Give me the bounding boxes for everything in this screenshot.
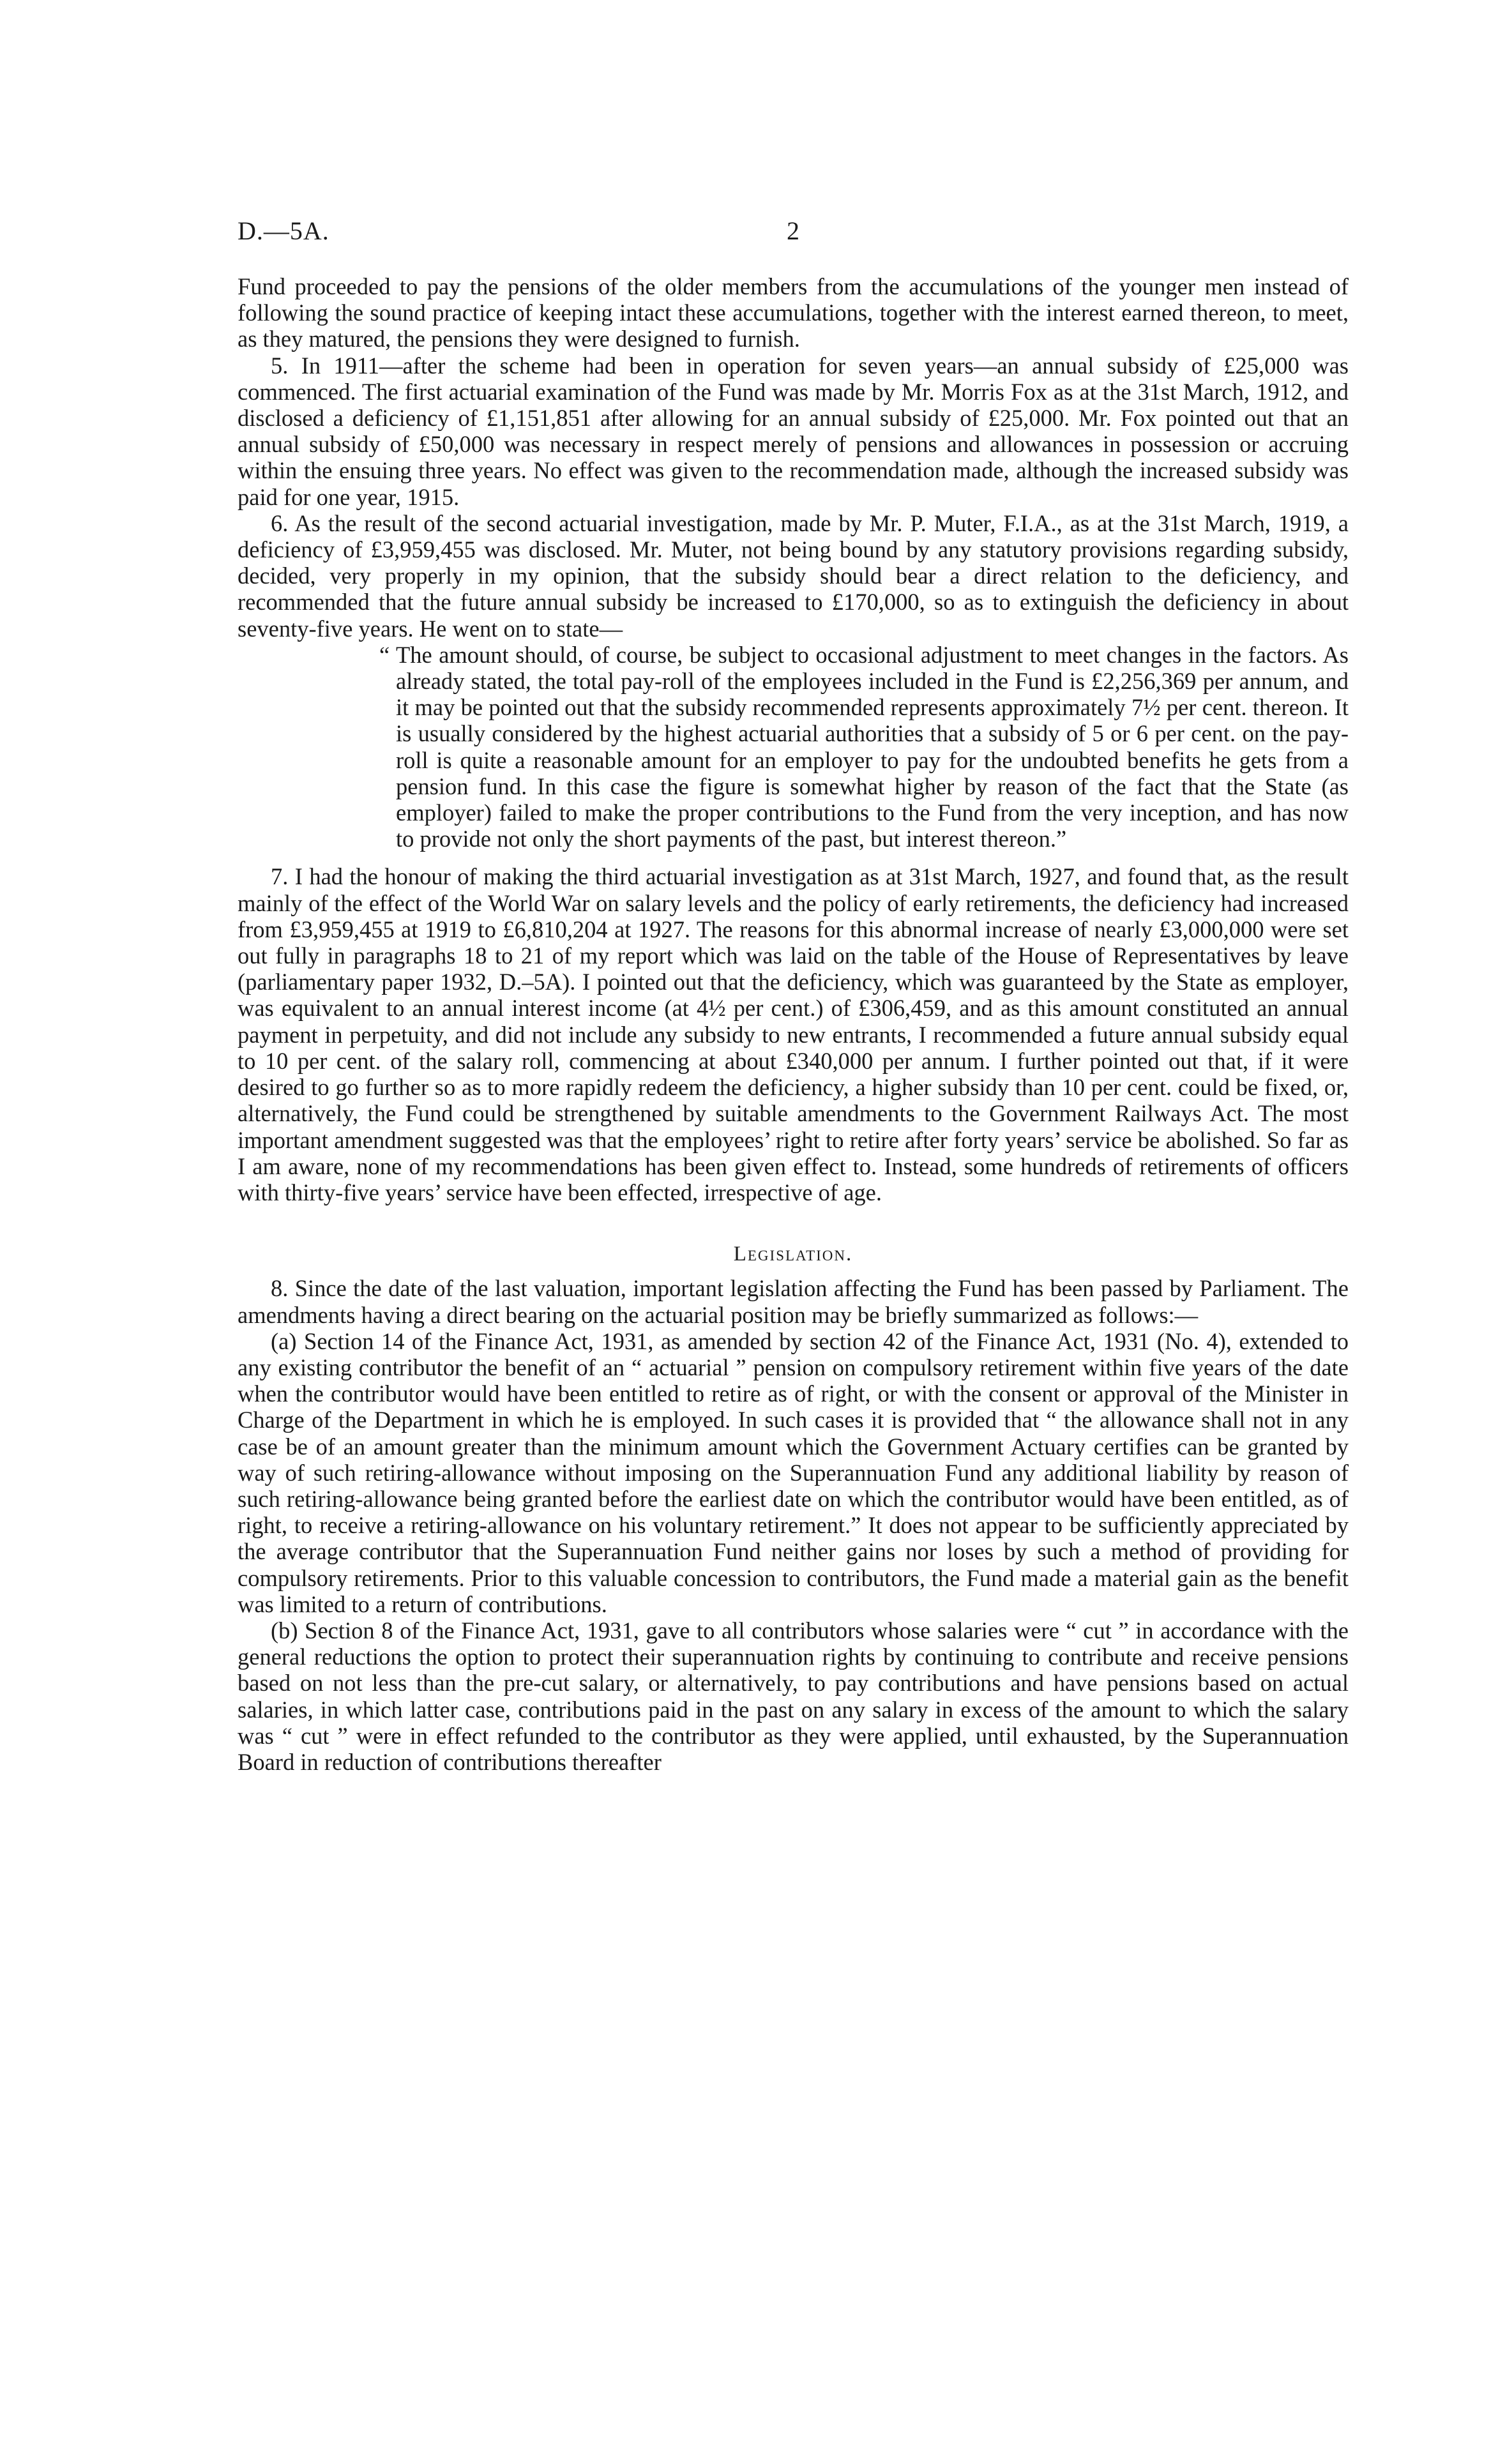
page-header [238,216,1349,254]
paragraph-7: 7. I had the honour of making the third actuarial investigation as at 31st March, 1927, and found that, as the result mainly of the effect of the World War on salary levels and the policy of early retirements, the deficiency had increased from £3,959,455 at 1919 to £6,810,204 at 1927. The reasons for this abnormal increase of nearly £3,000,000 were set out fully in paragraphs 18 to 21 of my report which was laid on the table of the House of Representatives by leave (parliamentary paper 1932, D.–5A). I pointed out that the deficiency, which was guaranteed by the State as employer, was equivalent to an annual interest income (at 4½ per cent.) of £306,459, and as this amount constituted an annual payment in perpetuity, and did not include any subsidy to new entrants, I recommended a future annual subsidy equal to 10 per cent. of the salary roll, commencing at about £340,000 per annum. I further pointed out that, if it were desired to go further so as to more rapidly redeem the deficiency, a higher subsidy than 10 per cent. could be fixed, or, alternatively, the Fund could be strengthened by suitable amendments to the Government Railways Act. The most important amendment suggested was that the employees’ right to retire after forty years’ service be abolished. So far as I am aware, none of my recommendations has been given effect to. Instead, some hundreds of retirements of officers with thirty-five years’ service have been effected, irrespective of age. [238,863,1349,1206]
paragraph-8: 8. Since the date of the last valuation, important legislation affecting the Fund has been passed by Parliament. The amendments having a direct bearing on the actuarial position may be briefly summarized as follows:— [238,1275,1349,1328]
subparagraph-b: (b) Section 8 of the Finance Act, 1931, gave to all contributors whose salaries were “ cut ” in accordance with the general reductions the option to protect their superannuation rights by continuing to contribute and receive pensions based on not less than the pre-cut salary, or alternatively, to pay contributions and have pensions based on actual salaries, in which latter case, contributions paid in the past on any salary in excess of the amount to which the salary was “ cut ” were in effect refunded to the contributor as they were applied, until exhausted, by the Superannuation Board in reduction of contributions thereafter [238,1617,1349,1775]
paragraph-5: 5. In 1911—after the scheme had been in operation for seven years—an annual subsidy of £25,000 was commenced. The first actuarial examination of the Fund was made by Mr. Morris Fox as at the 31st March, 1912, and disclosed a deficiency of £1,151,851 after allowing for an annual subsidy of £25,000. Mr. Fox pointed out that an annual subsidy of £50,000 was necessary in respect merely of pensions and allowances in possession or accruing within the ensuing three years. No effect was given to the recommendation made, although the increased subsidy was paid for one year, 1915. [238,352,1349,510]
paragraph-6: 6. As the result of the second actuarial investigation, made by Mr. P. Muter, F.I.A., as at the 31st March, 1919, a deficiency of £3,959,455 was disclosed. Mr. Muter, not being bound by any statutory provisions regarding subsidy, decided, very properly in my opinion, that the subsidy should bear a direct relation to the deficiency, and recommended that the future annual subsidy be increased to £170,000, so as to extinguish the deficiency in about seventy-five years. He went on to state— [238,510,1349,642]
continued-paragraph: Fund proceeded to pay the pensions of the older members from the accumulations of the younger men instead of following the sound practice of keeping intact these accumulations, together with the interest earned thereon, to meet, as they matured, the pensions they were designed to furnish. [238,273,1349,352]
document-reference: D.—5A. [238,216,329,245]
subparagraph-a: (a) Section 14 of the Finance Act, 1931, as amended by section 42 of the Finance Act, 1931 (No. 4), extended to any existing contributor the benefit of an “ actuarial ” pension on compulsory retirement within five years of the date when the contributor would have been entitled to retire as of right, or with the consent or approval of the Minister in Charge of the Department in which he is employed. In such cases it is provided that “ the allowance shall not in any case be of an amount greater than the minimum amount which the Government Actuary certifies can be granted by way of such retiring-allowance without imposing on the Superannuation Fund any additional liability by reason of such retiring-allowance being granted before the earliest date on which the contributor would have been entitled, as of right, to receive a retiring-allowance on his voluntary retirement.” It does not appear to be sufficiently appreciated by the average contributor that the Superannuation Fund neither gains nor loses by such a method of providing for compulsory retirements. Prior to this valuable concession to contributors, the Fund made a material gain as the benefit was limited to a return of contributions. [238,1327,1349,1617]
body-text [238,273,1349,1775]
block-quote: “ The amount should, of course, be subject to occasional adjustment to meet changes in the factors. As already stated, the total pay-roll of the employees included in the Fund is £2,256,369 per annum, and it may be pointed out that the subsidy recommended represents approximately 7½ per cent. thereon. It is usually considered by the highest actuarial authorities that a subsidy of 5 or 6 per cent. on the pay-roll is quite a reasonable amount for an employer to pay for the undoubted benefits he gets from a pension fund. In this case the figure is somewhat higher by reason of the fact that the State (as employer) failed to make the proper contributions to the Fund from the very inception, and has now to provide not only the short payments of the past, but interest thereon.” [379,641,1349,852]
section-heading: Legislation. [733,1243,853,1266]
page-number: 2 [787,216,799,245]
